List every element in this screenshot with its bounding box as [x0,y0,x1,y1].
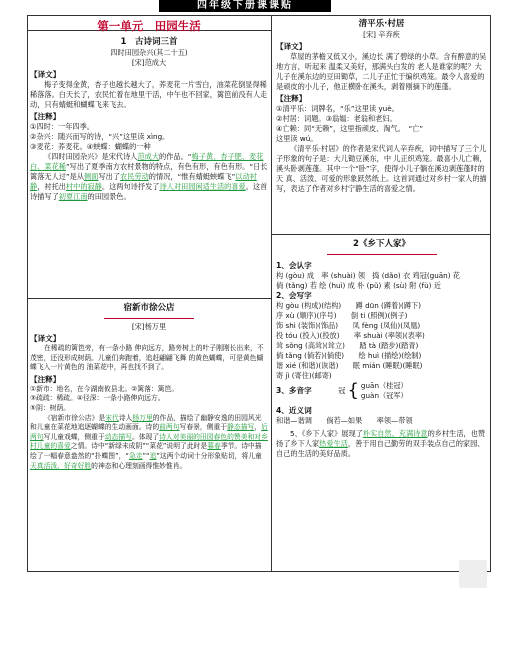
polyphone-reading: guān（桂冠） [360,381,408,390]
left-top-section [30,18,268,296]
poem2-title: 宿新市徐公店 [123,303,175,313]
left-section-divider [28,298,271,299]
write-line: 谐 xié (和谐)(诙谐) 眠 mián (睡眠)(睡眠) [276,361,423,370]
poem2-zhushi-label: 【注释】 [30,374,61,384]
lesson-title: 1 古诗词三首 [120,37,178,47]
page-corner-mark [459,560,487,588]
title-underline [327,254,437,255]
poem3-zhushi-label: 【注释】 [276,94,307,103]
write-line: 寄 jì (寄住)(邮寄) [276,371,332,380]
poem3-note: ①清平乐：词牌名，“乐”这里读 yuè。 [276,104,399,113]
write-line: 序 xù (顺序)(序号) 倒 ti (照例)(例子) [276,311,408,320]
write-line: 倘 tǎng (倘若)(倘使) 绘 huì (描绘)(绘制) [276,351,422,360]
poem1-title: 四时田园杂兴(其二十五) [110,48,188,57]
poem1-note: ①四时：一年四季。 [30,122,94,131]
right-top-section [276,18,487,232]
pinyin-line: 构 (gòu) 成 率 (shuài) 领 捣 (dǎo) 衣 鸡冠(guān) 花 [276,271,460,280]
poem3-note: 这里读 wú。 [276,134,318,143]
write-line: 饰 shì (装饰)(饰品) 凤 fèng (凤仙)(凤凰) [276,321,421,330]
poem2-note: ③疏疏：稀疏。④径深：一条小路伸向远方。 [30,394,165,403]
section3-label: 3、多音字 [276,386,312,395]
poem3-note: ②村居：词题。③翁媪：老翁和老妇。 [276,114,397,123]
poem3-translation: 草屋的茅檐又低又小，溪边长 满了碧绿的小草。含有醉意的吴地方言，听起来 温柔又美好，那满头白发的 老人是谁家的呢？大儿子在溪东边的豆田锄草，二儿子正忙于编织鸡笼。最令人喜爱的是顽皮的小儿子，他正横卧在溪头，剥着刚摘下的莲蓬。 [276,52,487,91]
poem2-translation: 在稀疏的篱笆旁，有一条小路 伸向远方，路旁树上的叶子刚刚长出来，不茂密，还没形成树荫。儿童们奔跑着，追赶翩翩飞舞 的黄色蝴蝶，可是黄色蝴蝶飞入一片黄色的 油菜花中，再也找不到了。 [30,344,264,372]
content-frame [27,15,491,572]
poem1-author: [宋]范成大 [131,58,167,67]
poem1-note: ③麦花：荞麦花。④蛱蝶：蝴蝶的一种 [30,142,151,151]
left-bottom-section [30,302,268,570]
right-section-divider [271,234,490,235]
section5-text: 5、《乡下人家》展现了朴实自然、充满诗意的乡村生活，也赞扬了乡下人家热爱生活，善于用自己勤劳的双手装点自己的家园、自己的生活的美好品质。 [276,429,486,458]
section4-label: 4、近义词 [276,406,312,415]
poem1-analysis: 《四时田园杂兴》是宋代诗人范成大的作品。“梅子黄、杏子肥、麦花白、菜花稀”写出了夏季南方农村景物的特点，有色有形，有色有形。“日长篱落无人过”是从侧面写出了农民劳动的情况，“惟有蜻蜓蛱蝶飞”以动衬静，衬托出村中的寂静。这两句诗抒发了诗人对田园闲适生活的喜爱。这首诗描写了初夏江南的田园景色。 [30,152,268,201]
write-line: 耸 sǒng (高耸)(耸立) 踏 tà (踏步)(踏青) [276,341,419,350]
poem3-note: ④亡赖：同“无赖”，这里指顽皮、淘气。 “亡” [276,124,424,133]
poem1-translation: 梅子变得金黄，杏子也越长越大了，荞麦花一片雪白，油菜花倒显得稀稀落落。白天长了，农民忙着在地里干活，中午也不回家，篱笆前没有人走动，只有蜻蜓和蝴蝶飞来飞去。 [30,80,268,109]
poem3-author: [宋] 辛弃疾 [363,30,400,39]
brace-icon: { [347,380,359,401]
poem3-title: 清平乐·村居 [358,19,405,29]
unit-title: 第一单元 田园生活 [97,19,201,33]
write-line: 构 gòu (构成)(结构) 蹲 dūn (蹲着)(蹲下) [276,301,422,310]
right-bottom-section [276,238,487,568]
pinyin-line: 倘 (tǎng) 若 绘 (huì) 成 朴 (pǔ) 素 (sù) 附 (fù) 近 [276,281,441,290]
poem2-note: ⑤阴：树荫。 [30,403,71,412]
synonym-line: 和谐—谐调 倘若—如果 率领—带领 [276,416,413,425]
poem2-analysis: 《宿新市徐公店》是宋代诗人杨万里的作品，描绘了幽静安逸的田园风光和儿童在菜花地追逐蝴蝶的生动画面。诗的前两句写春景，侧重于静态描写，后两句写儿童戏蝶，侧重于动态描写。体现了诗人对美丽的田园春色的赞美和对乡村儿童的喜爱之情。诗中“新绿未成阴”“菜花”说明了此时是暮春季节。诗中描绘了一幅春意盎然的“扑蝶图”，“急走”“追”这两个动词十分形象贴切，将儿童天真活泼、好奇好胜的神态和心理刻画得惟妙惟肖。 [30,413,268,470]
poem3-analysis: 《清平乐·村居》的作者是宋代词人辛弃疾，词中描写了三个儿子形象的句子是：大儿锄豆溪东，中 儿正织鸡笼。最喜小儿亡赖，溪头卧剥莲蓬。其中一个“卧”字，使得小儿子躺在溪边剥莲蓬时的天 真、活泼、可爱的形象跃然纸上。这首词通过对乡村一家人的描写，表达了作者对乡村宁静生活的喜爱之情。 [276,144,487,193]
poem3-yiwen-label: 【译文】 [276,42,307,51]
section2-label: 2、会写字 [276,291,312,300]
poem1-yiwen-label: 【译文】 [30,70,61,79]
title-underline [104,318,194,319]
section1-label: 1、会认字 [276,261,312,270]
lesson2-title: 2《乡下人家》 [353,239,410,249]
polyphone-row [276,381,487,403]
page-header: 四年级下册课课贴 [159,0,331,12]
poem2-author: [宋]杨万里 [131,322,167,331]
poem2-note: ①新市：地名，在今湖南攸县北。②篱落：篱笆。 [30,384,179,393]
poem1-note: ②杂兴：随兴而写的诗，“兴”这里读 xìng。 [30,132,170,141]
write-line: 投 tóu (投入)(投放) 率 shuài (率领)(表率) [276,331,425,340]
polyphone-reading: guàn（冠军） [360,391,408,400]
polyphone-char: 冠 [338,386,346,395]
poem2-yiwen-label: 【译文】 [30,334,61,343]
column-divider [271,16,272,571]
poem1-zhushi-label: 【注释】 [30,112,61,121]
